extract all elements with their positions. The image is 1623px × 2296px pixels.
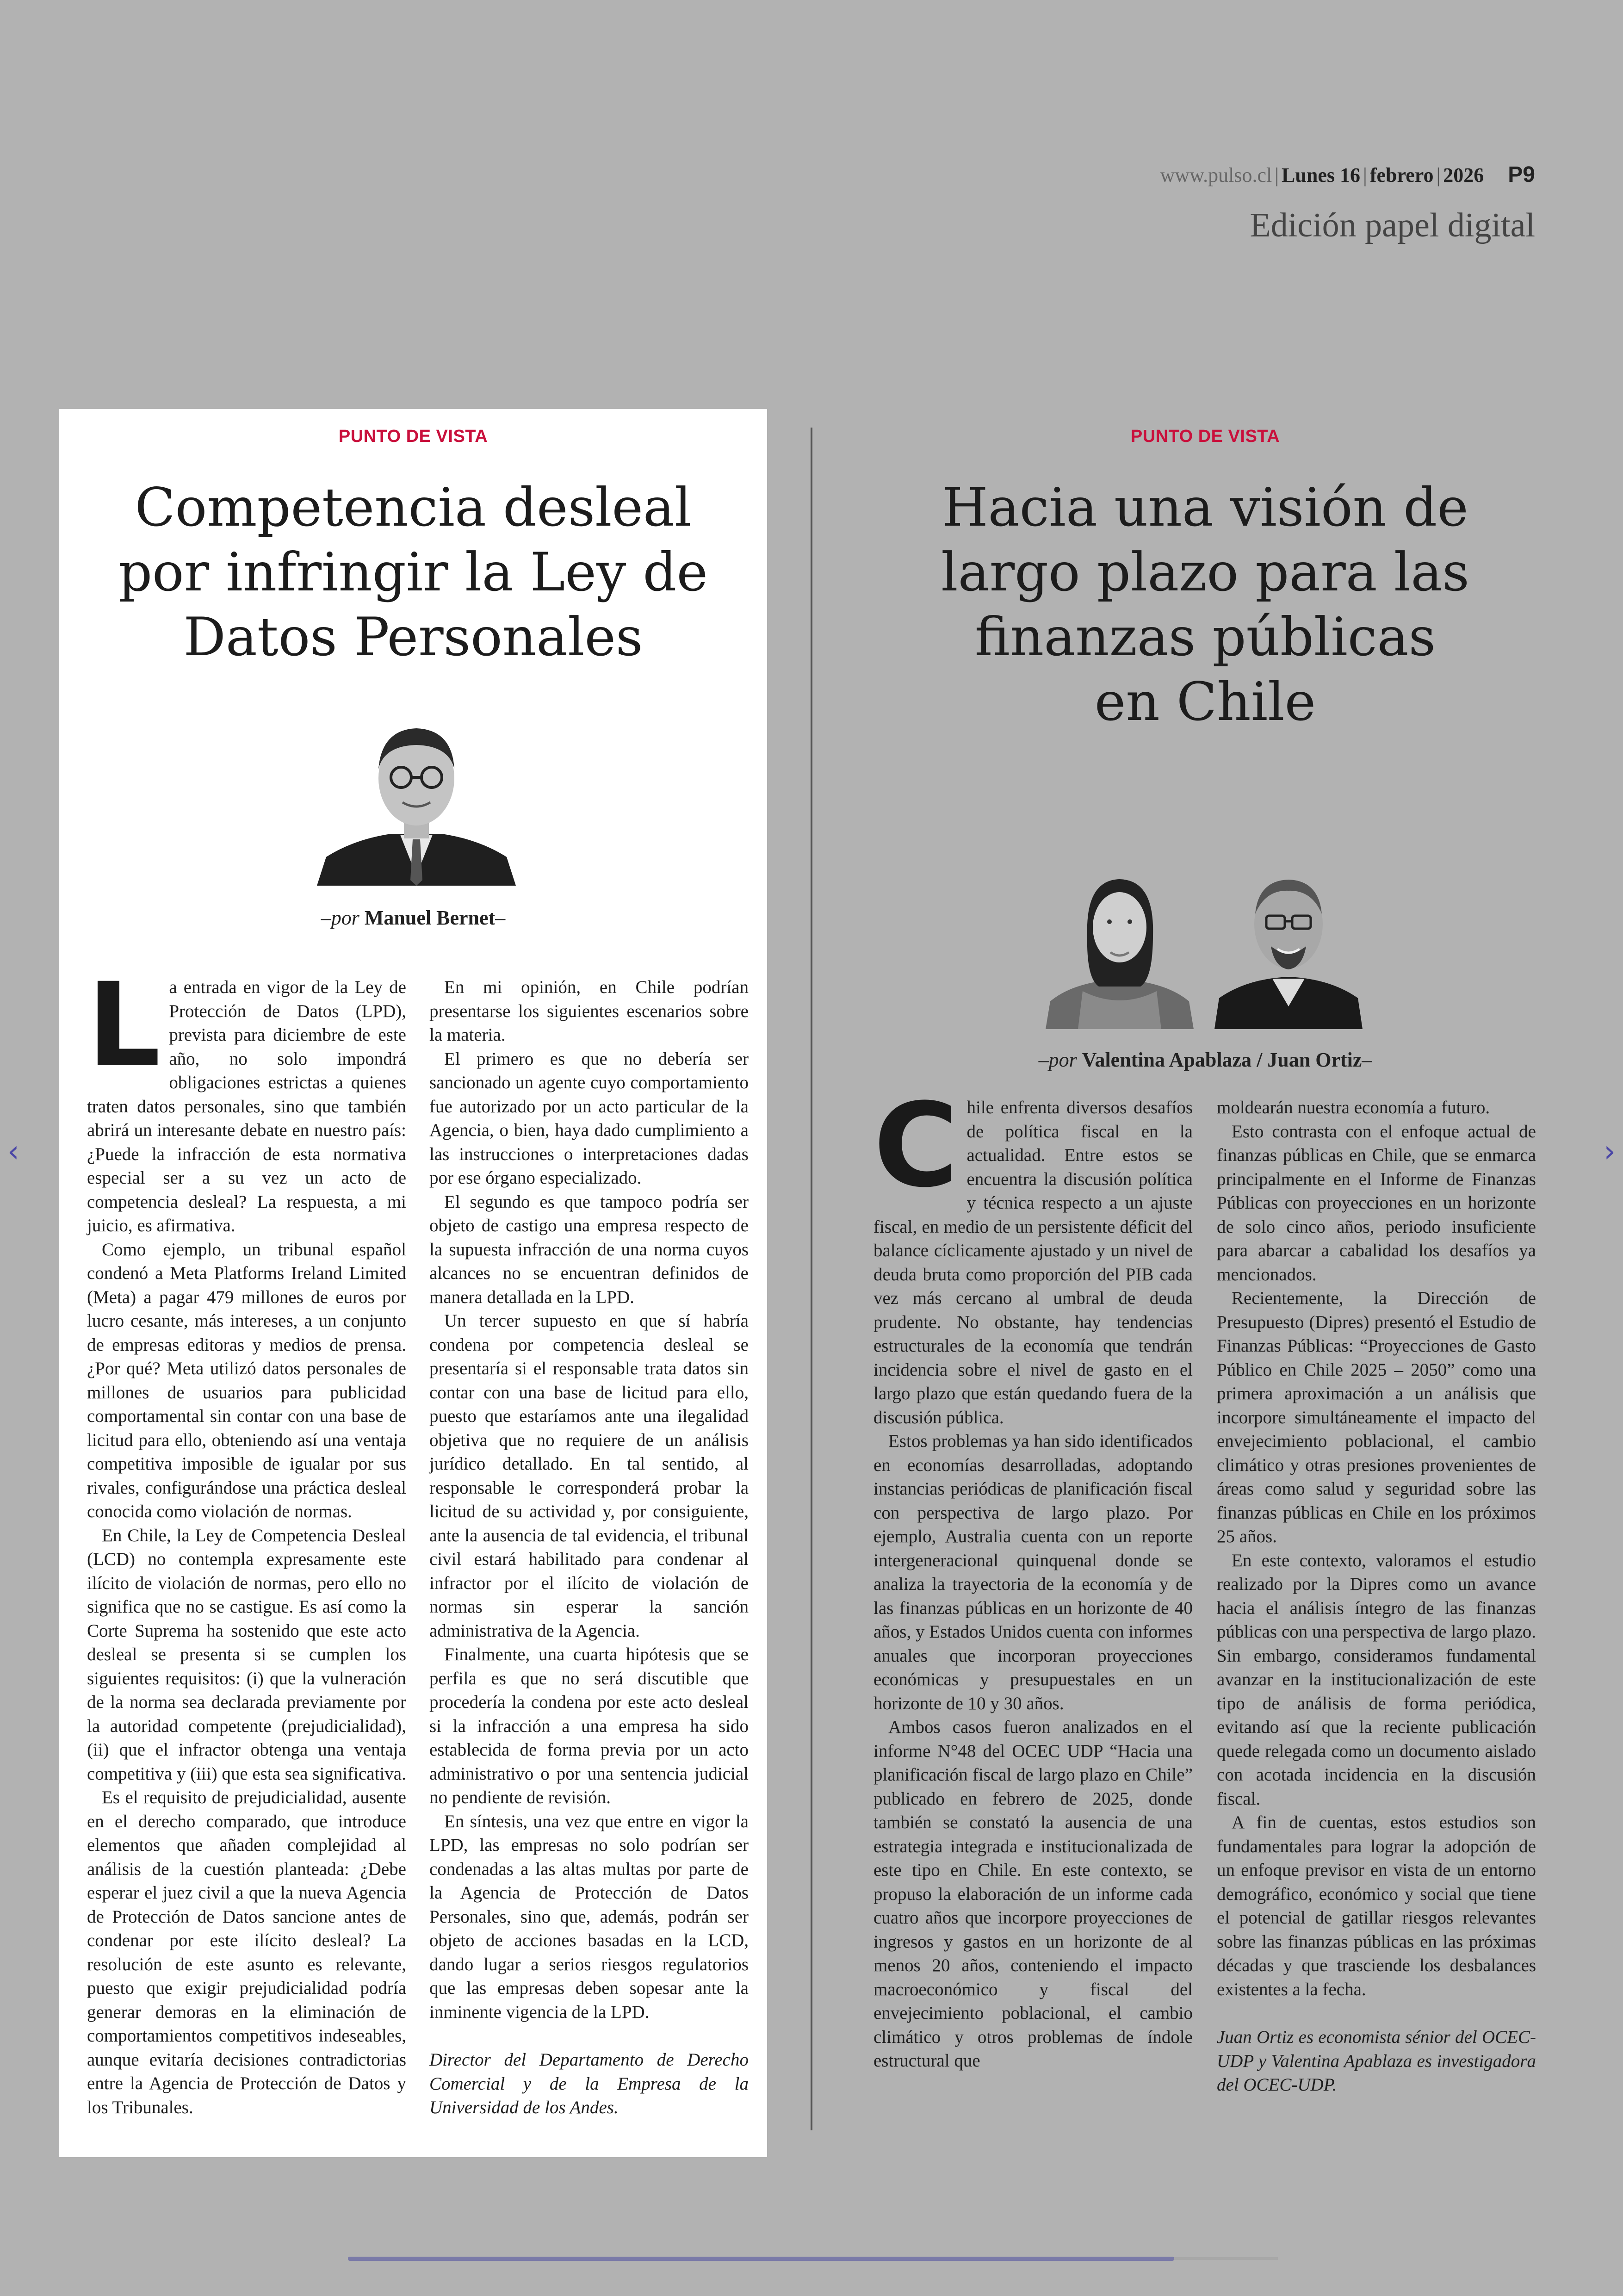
date-year: 2026 bbox=[1443, 164, 1484, 186]
paragraph: a entrada en vigor de la Ley de Protección de Datos (LPD), prevista para diciembre de este año, no solo impondrá obligaciones estrictas a quienes traten datos personales, sino que también abrirá un interesante debate en nuestro país: ¿Puede la infracción de esta normativa especial ser a su vez un acto de competencia desleal? La respuesta, a mi juicio, es afirmativa. bbox=[87, 977, 406, 1235]
paragraph: En este contexto, valoramos el estudio realizado por la Dipres como un avance hacia el análisis íntegro de las finanzas públicas con una perspectiva de largo plazo. Sin embargo, consideramos fundamental avanzar en la institucionalización de este tipo de análisis de forma periódica, evitando así que la reciente publicación quede relegada como un documento aislado con acotada incidencia en la discusión fiscal. bbox=[1217, 1550, 1536, 1809]
paragraph: El primero es que no debería ser sancionado un agente cuyo comportamiento fue autorizado por un acto particular de la Agencia, o bien, haya dado cumplimiento a las instrucciones o interpretaciones dadas por ese órgano especializado. bbox=[429, 1049, 749, 1188]
column-divider bbox=[811, 428, 812, 2130]
date-line: www.pulso.cl | Lunes 16 | febrero | 2026 P9 bbox=[1160, 162, 1535, 187]
paragraph: En síntesis, una vez que entre en vigor la LPD, las empresas no solo podrían ser condenadas a las altas multas por parte de la Agencia de Protección de Datos Personales, sino que, además, podrán ser objeto de acciones basadas en la LCD, dando lugar a serios riesgos regulatorios que las empresas deben sopesar ante la inminente vigencia de la LPD. bbox=[429, 1811, 749, 2022]
paragraph: Recientemente, la Dirección de Presupuesto (Dipres) presentó el Estudio de Finanzas Públicas: “Proyecciones de Gasto Público en Chile 2025 – 2050” como una primera aproximación a un análisis que incorpore simultáneamente el impacto del envejecimiento poblacional, el cambio climático y otras presiones provenientes de áreas como salud y seguridad sobre las finanzas públicas en Chile en los próximos 25 años. bbox=[1217, 1288, 1536, 1546]
paragraph: Un tercer supuesto en que sí habría condena por competencia desleal se presentaría si el responsable trata datos sin contar con una base de licitud para ello, puesto que estaríamos ante una ilegalidad objetiva que no requiere de un análisis jurídico detallado. En tal sentido, al responsable le corresponderá probar la licitud de su actividad y, por consiguiente, ante la ausencia de tal evidencia, el tribunal civil estará habilitado para condenar al infractor por el ilícito de violación de normas sin esperar la sanción administrativa de la Agencia. bbox=[429, 1311, 749, 1641]
left-kicker: PUNTO DE VISTA bbox=[338, 427, 488, 446]
left-dropcap: L bbox=[87, 958, 161, 1092]
paragraph: Como ejemplo, un tribunal español condenó a Meta Platforms Ireland Limited (Meta) a pagar 479 millones de euros por lucro cesante, más intereses, a un conjunto de empresas editoras y medios de prensa. ¿Por qué? Meta utilizó datos personales de millones de usuarios para publicidad comportamental sin contar con una base de licitud para ello, obteniendo así una ventaja competitiva imposible de igualar por sus rivales, configurándose una práctica desleal conocida como violación de normas. bbox=[87, 1239, 406, 1521]
date-month: febrero bbox=[1369, 164, 1434, 186]
left-signature: Director del Departamento de Derecho Comercial y de la Empresa de la Universidad de los Andes. bbox=[429, 2050, 749, 2117]
right-dropcap: C bbox=[873, 1078, 959, 1213]
left-headline-line: Datos Personales bbox=[183, 606, 643, 668]
paragraph: Estos problemas ya han sido identificados en economías desarrolladas, adoptando instancias periódicas de planificación fiscal con perspectiva de largo plazo. Por ejemplo, Australia cuenta con un reporte intergeneracional quinquenal donde se analiza la trayectoria de la economía y de las finanzas públicas en un horizonte de 40 años, y Estados Unidos cuenta con informes anuales que incorporan proyecciones económicas y presupuestales en un horizonte de 10 y 30 años. bbox=[873, 1431, 1193, 1713]
paragraph: Es el requisito de prejudicialidad, ausente en el derecho comparado, que introduce elementos que añaden complejidad al análisis de la cuestión planteada: ¿Debe esperar el juez civil a que la nueva Agencia de Protección de Datos sancione antes de condenar por este ilícito desleal? La resolución de este asunto es relevante, puesto que exigir prejudicialidad podría generar demoras en la eliminación de comportamientos competitivos indeseables, aunque evitaría decisiones contradictorias entre la Agencia de Protección de Datos y los Tribunales. bbox=[87, 1787, 406, 2117]
date-day: Lunes 16 bbox=[1282, 164, 1360, 186]
paragraph: A fin de cuentas, estos estudios son fundamentales para lograr la adopción de un enfoque previsor en vista de un entorno demográfico, económico y social que tiene el potencial de gatillar riesgos relevantes sobre las finanzas públicas en las próximas décadas y que trasciende los desbalances existentes a la fecha. bbox=[1217, 1812, 1536, 1999]
right-author-names: Valentina Apablaza / Juan Ortiz bbox=[1082, 1049, 1362, 1071]
chevron-left-icon[interactable]: ‹ bbox=[7, 1135, 19, 1169]
left-headline-line: Competencia desleal bbox=[135, 477, 692, 538]
right-headline-line: Hacia una visión de bbox=[942, 477, 1468, 538]
page-number: P9 bbox=[1508, 162, 1535, 187]
right-column-1 bbox=[873, 1078, 1193, 2073]
left-author-name: Manuel Bernet bbox=[364, 906, 496, 929]
right-headline-line: en Chile bbox=[1094, 671, 1316, 732]
left-column-1 bbox=[87, 958, 406, 2119]
paragraph: En Chile, la Ley de Competencia Desleal (LCD) no contempla expresamente este ilícito de violación de normas, pero ello no significa que no se castigue. Es así como la Corte Suprema ha sostenido que este acto desleal se presenta si se cumplen los siguientes requisitos: (i) que la vulneración de la norma sea declarada previamente por la autoridad competente (prejudicialidad), (ii) que el infractor obtenga una ventaja competitiva y (iii) que esta sea significativa. bbox=[87, 1525, 406, 1784]
site-url[interactable]: www.pulso.cl bbox=[1160, 164, 1272, 186]
left-column-2 bbox=[429, 975, 749, 2120]
chevron-right-icon[interactable]: › bbox=[1604, 1135, 1616, 1169]
paragraph: hile enfrenta diversos desafíos de política fiscal en la actualidad. Entre estos se encuentra la discusión política y técnica respecto a un ajuste fiscal, en medio de un persistente déficit del balance cíclicamente ajustado y un nivel de deuda bruta como proporción del PIB cada vez más cercano al umbral de deuda prudente. No obstante, hay tendencias estructurales de la economía que tendrán incidencia sobre el nivel de gasto en el largo plazo que están quedando fuera de la discusión pública. bbox=[873, 1098, 1193, 1427]
author-photo-ortiz bbox=[1214, 868, 1363, 1029]
paragraph: Ambos casos fueron analizados en el informe N°48 del OCEC UDP “Hacia una planificación fiscal de largo plazo en Chile” publicado en febrero de 2025, donde también se constató la ausencia de una estrategia integrada e institucionalizada de este tipo en Chile. En este contexto, se propuso la elaboración de un informe cada cuatro años que incorpore proyecciones de ingresos y gastos en un horizonte de al menos 20 años, conteniendo el impacto macroeconómico y fiscal del envejecimiento poblacional, el cambio climático y otros problemas de índole estructural que bbox=[873, 1717, 1193, 2071]
left-byline: –por Manuel Bernet– bbox=[321, 906, 506, 929]
edition-label: Edición papel digital bbox=[1250, 206, 1535, 244]
paragraph: El segundo es que tampoco podría ser objeto de castigo una empresa respecto de la supuesta infracción de una norma cuyos alcances no se encuentran definidos de manera detallada en la LPD. bbox=[429, 1191, 749, 1307]
right-headline bbox=[856, 475, 1555, 734]
paragraph: moldearán nuestra economía a futuro. bbox=[1217, 1098, 1490, 1117]
author-photo-bernet bbox=[317, 718, 516, 886]
right-column-2 bbox=[1217, 1096, 1536, 2097]
paragraph: Esto contrasta con el enfoque actual de finanzas públicas en Chile, que se enmarca principalmente en el Informe de Finanzas Públicas con proyecciones en un horizonte de solo cinco años, periodo insuficiente para abarcar a cabalidad los desafíos ya mencionados. bbox=[1217, 1121, 1536, 1285]
left-headline bbox=[59, 475, 767, 670]
scrollbar-thumb[interactable] bbox=[348, 2257, 1174, 2261]
paragraph: Finalmente, una cuarta hipótesis que se perfila es que no será discutible que procedería la condena por este acto desleal si la infracción a una empresa ha sido establecida de forma previa por un acto administrativo o por una sentencia judicial no pendiente de revisión. bbox=[429, 1644, 749, 1807]
right-kicker: PUNTO DE VISTA bbox=[1130, 427, 1280, 446]
right-headline-line: finanzas públicas bbox=[974, 606, 1436, 668]
right-signature: Juan Ortiz es economista sénior del OCEC-UDP y Valentina Apablaza es investigadora del OCEC-UDP. bbox=[1217, 2027, 1536, 2095]
author-photo-apablaza bbox=[1046, 871, 1194, 1029]
right-headline-line: largo plazo para las bbox=[941, 541, 1469, 603]
right-byline: –por Valentina Apablaza / Juan Ortiz– bbox=[1038, 1049, 1372, 1071]
left-headline-line: por infringir la Ley de bbox=[118, 541, 708, 603]
paragraph: En mi opinión, en Chile podrían presentarse los siguientes escenarios sobre la materia. bbox=[429, 977, 749, 1045]
